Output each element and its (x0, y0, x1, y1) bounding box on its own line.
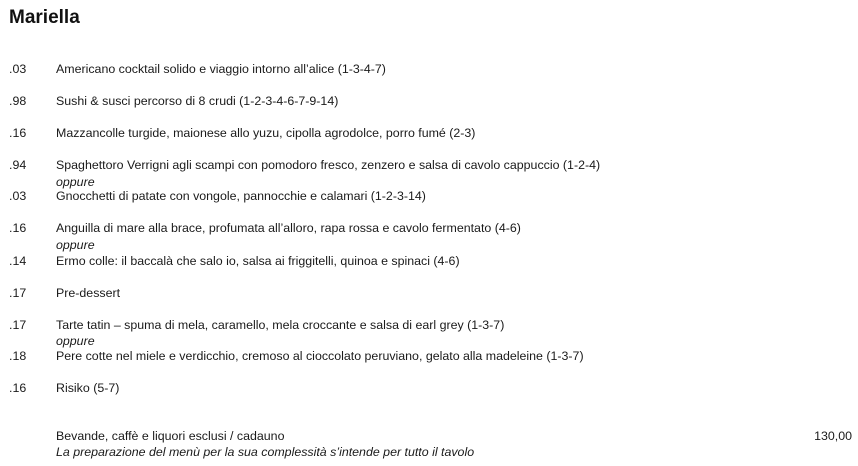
item-number: .18 (9, 349, 27, 363)
item-number: .14 (9, 254, 27, 268)
oppure-label: oppure (56, 238, 95, 252)
menu-title: Mariella (9, 7, 80, 28)
item-number: .94 (9, 158, 27, 172)
item-number: .17 (9, 286, 27, 300)
menu-item: Mazzancolle turgide, maionese allo yuzu, cipolla agrodolce, porro fumé (2-3) (56, 126, 476, 140)
menu-price: 130,00 (814, 429, 852, 443)
menu-item: Pre-dessert (56, 286, 121, 300)
item-number: .16 (9, 381, 27, 395)
item-number: .16 (9, 221, 27, 235)
oppure-label: oppure (56, 334, 95, 348)
drinks-note: Bevande, caffè e liquori esclusi / cadauno (56, 429, 285, 443)
item-number: .03 (9, 189, 27, 203)
item-allergens: (1-3-4-7) (337, 62, 386, 76)
item-text: Americano cocktail solido e viaggio intorno all’alice (56, 62, 338, 76)
item-text: Risiko (56, 381, 94, 395)
menu-item: Ermo colle: il baccalà che salo io, salsa ai friggitelli, quinoa e spinaci (4-6) (56, 254, 460, 268)
item-number: .17 (9, 318, 27, 332)
menu-item: Sushi & susci percorso di 8 crudi (1-2-3-4-6-7-9-14) (56, 94, 339, 108)
item-number: .98 (9, 94, 27, 108)
menu-item (56, 62, 386, 77)
menu-item: Spaghettoro Verrigni agli scampi con pomodoro fresco, zenzero e salsa di cavolo cappuccio (1-2-4) (56, 158, 601, 172)
table-note: La preparazione del menù per la sua complessità s’intende per tutto il tavolo (56, 445, 475, 459)
item-number: .03 (9, 62, 27, 76)
menu-item (56, 381, 119, 396)
oppure-label: oppure (56, 175, 95, 189)
item-allergens: (5-7) (93, 381, 120, 395)
menu-item: Pere cotte nel miele e verdicchio, cremoso al cioccolato peruviano, gelato alla madeleine (1-3-7) (56, 349, 584, 363)
item-number: .16 (9, 126, 27, 140)
menu-item: Gnocchetti di patate con vongole, pannocchie e calamari (1-2-3-14) (56, 189, 426, 203)
menu-item: Tarte tatin – spuma di mela, caramello, mela croccante e salsa di earl grey (1-3-7) (56, 318, 505, 332)
menu-item: Anguilla di mare alla brace, profumata all’alloro, rapa rossa e cavolo fermentato (4-6) (56, 221, 521, 235)
